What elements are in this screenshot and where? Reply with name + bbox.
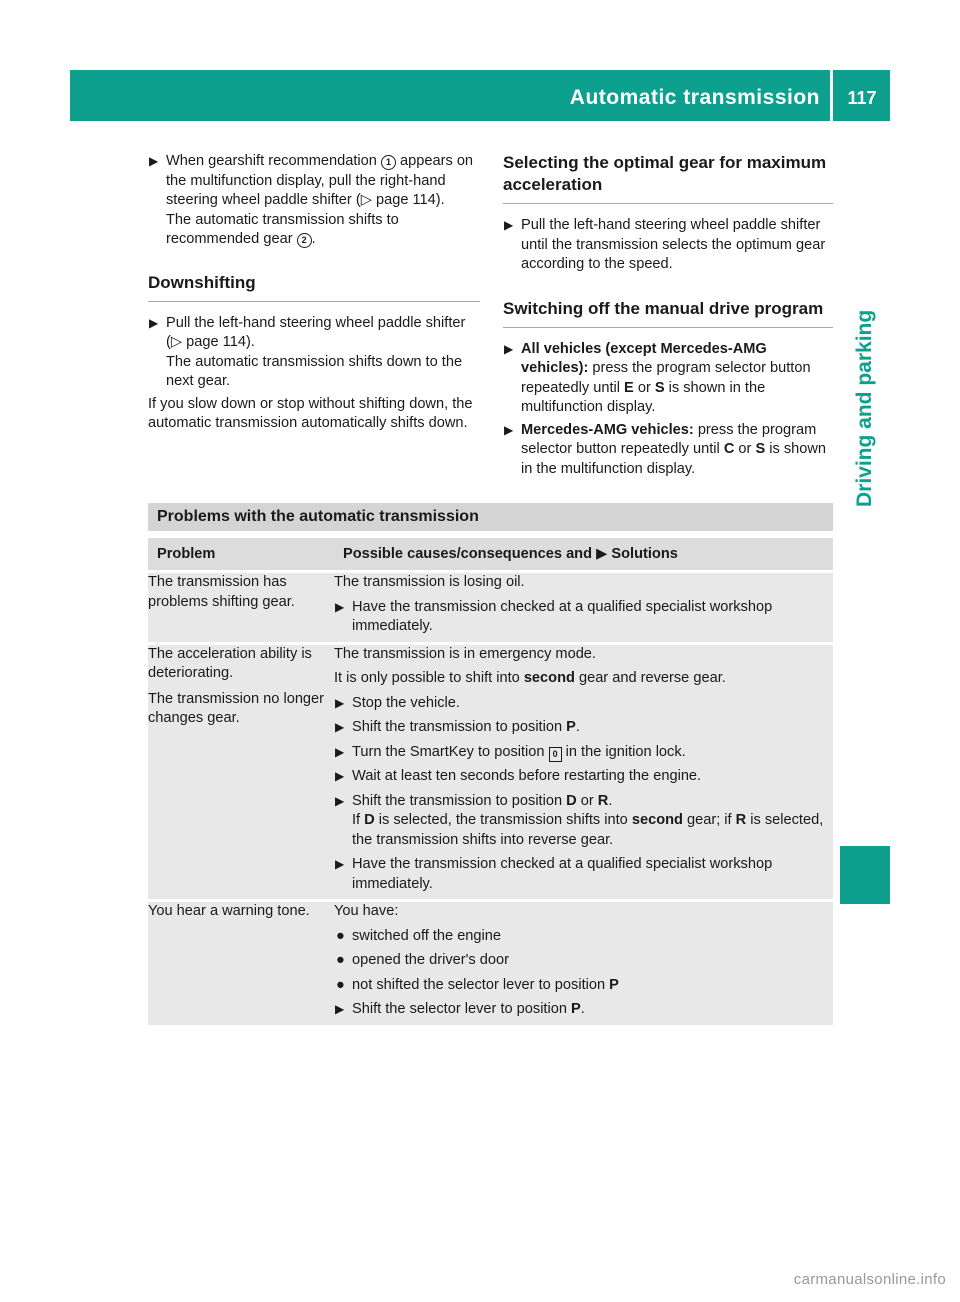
column-header-solutions: Possible causes/consequences and ▶ Solutions — [334, 538, 833, 572]
table-row — [148, 572, 833, 644]
step-result: The automatic transmission shifts down to the next gear. — [166, 353, 463, 389]
heading-rule — [503, 203, 833, 204]
step-arrow-icon: ▶ — [335, 599, 345, 614]
table-row — [148, 643, 833, 901]
step-arrow-icon: ▶ — [504, 218, 514, 232]
problem-cell: You hear a warning tone. — [148, 901, 334, 1025]
step-arrow-icon: ▶ — [335, 769, 345, 783]
step-amg-vehicles: ▶ Mercedes-AMG vehicles: press the program selector button repeatedly until C or S is shown in the multifunction display. — [504, 421, 827, 477]
step-arrow-icon: ▶ — [335, 857, 345, 871]
solution-cell: You have: ● switched off the engine ● opened the driver's door ● not shifted the selector lever to position P ▶ Shift the selector lever to position P. — [334, 901, 833, 1025]
solution-step: ▶ Stop the vehicle. — [334, 694, 833, 714]
step-arrow-icon: ▶ — [504, 422, 514, 437]
watermark: carmanualsonline.info — [793, 1271, 946, 1288]
list-item: ● not shifted the selector lever to position P — [334, 976, 833, 996]
problem-cell: The transmission has problems shifting gear. — [148, 572, 334, 644]
page-header — [70, 70, 890, 121]
step-all-vehicles: ▶ All vehicles (except Mercedes-AMG vehicles): press the program selector button repeatedly until E or S is shown in the multifunction display. — [504, 340, 811, 415]
table-row — [148, 901, 833, 1025]
step-result: If D is selected, the transmission shifts into second gear; if R is selected, the transmission shifts into reverse gear. — [352, 812, 824, 848]
step-arrow-icon: ▶ — [335, 695, 345, 710]
solution-cell: The transmission is losing oil. ▶ Have the transmission checked at a qualified specialist workshop immediately. — [334, 572, 833, 644]
step-arrow-icon: ▶ — [335, 720, 345, 734]
solution-cell: The transmission is in emergency mode. It is only possible to shift into second gear and reverse gear. ▶ Stop the vehicle. ▶ Shift the transmission to position P. ▶ Turn the SmartKey to position 0 in the ignition lock. ▶ Wait at least ten seconds before restarting the engine. ▶ Shift the transmission to position D or R. If D is selected, the transmission shifts into second gear; if R is selected, the transmission shifts into reverse gear. ▶ Have the transmission checked at a qualified specialist workshop immediately. — [334, 643, 833, 901]
heading-optimal-gear: Selecting the optimal gear for maximum acceleration — [503, 153, 827, 194]
problems-table — [148, 538, 833, 1025]
heading-switch-off-manual: Switching off the manual drive program — [503, 298, 824, 318]
page-ref-link[interactable]: page 114). — [371, 192, 445, 208]
section-title: Automatic transmission — [569, 86, 820, 109]
step-arrow-icon: ▶ — [335, 793, 345, 808]
chapter-tab-marker — [840, 846, 890, 904]
callout-2-icon: 2 — [297, 233, 312, 248]
left-column — [148, 152, 480, 454]
heading-rule — [148, 301, 480, 302]
chapter-side-label: Driving and parking — [853, 310, 876, 508]
bullet-icon: ● — [336, 927, 345, 944]
downshift-note: If you slow down or stop without shifting down, the automatic transmission automatically shifts down. — [148, 395, 473, 431]
column-header-problem: Problem — [148, 538, 334, 572]
solution-step: ▶ Shift the selector lever to position P. — [334, 1000, 833, 1020]
page-number: 117 — [847, 88, 877, 108]
solution-step: ▶ Have the transmission checked at a qualified specialist workshop immediately. — [335, 856, 773, 892]
problem-cell: The acceleration ability is deteriorating. The transmission no longer changes gear. — [148, 643, 334, 901]
page-ref-arrow-icon: ▷ — [360, 192, 372, 208]
solution-step: ▶ Have the transmission checked at a qualified specialist workshop immediately. — [335, 598, 773, 634]
page-ref-link[interactable]: page 114). — [182, 334, 255, 350]
bullet-icon: ● — [336, 952, 345, 968]
bullet-icon: ● — [336, 976, 345, 993]
step-gearshift-recommendation: ▶ When gearshift recommendation 1 appears on the multifunction display, pull the right-hand steering wheel paddle shifter (▷ page 114). The automatic transmission shifts to recommended gear 2 . — [148, 152, 480, 250]
page-ref-arrow-icon: ▷ — [170, 334, 183, 350]
key-position-0-icon: 0 — [549, 747, 562, 762]
step-result: The automatic transmission shifts to recommended gear 2 . — [166, 211, 399, 247]
heading-rule — [503, 327, 833, 328]
table-header-row — [148, 538, 833, 572]
step-downshift: ▶ Pull the left-hand steering wheel paddle shifter (▷ page 114). The automatic transmission shifts down to the next gear. — [148, 314, 480, 392]
list-item: ● opened the driver's door — [334, 951, 833, 971]
callout-1-icon: 1 — [381, 155, 396, 170]
solution-step: ▶ Wait at least ten seconds before restarting the engine. — [334, 767, 833, 787]
right-column — [503, 152, 833, 482]
solution-step: ▶ Turn the SmartKey to position 0 in the ignition lock. — [334, 743, 833, 763]
step-arrow-icon: ▶ — [596, 546, 608, 562]
step-arrow-icon: ▶ — [335, 1002, 345, 1016]
step-arrow-icon: ▶ — [335, 744, 345, 759]
list-item: ● switched off the engine — [334, 927, 833, 947]
step-arrow-icon: ▶ — [149, 154, 159, 168]
step-optimal-gear: ▶ Pull the left-hand steering wheel paddle shifter until the transmission selects the optimum gear according to the speed. — [504, 217, 826, 272]
problems-table-title: Problems with the automatic transmission — [148, 503, 833, 531]
step-arrow-icon: ▶ — [149, 315, 159, 330]
solution-step: ▶ Shift the transmission to position P. — [334, 718, 833, 738]
header-separator — [830, 70, 833, 121]
solution-step: ▶ Shift the transmission to position D or R. If D is selected, the transmission shifts into second gear; if R is selected, the transmission shifts into reverse gear. — [334, 792, 833, 851]
step-arrow-icon: ▶ — [504, 341, 514, 356]
heading-downshifting: Downshifting — [148, 272, 256, 292]
